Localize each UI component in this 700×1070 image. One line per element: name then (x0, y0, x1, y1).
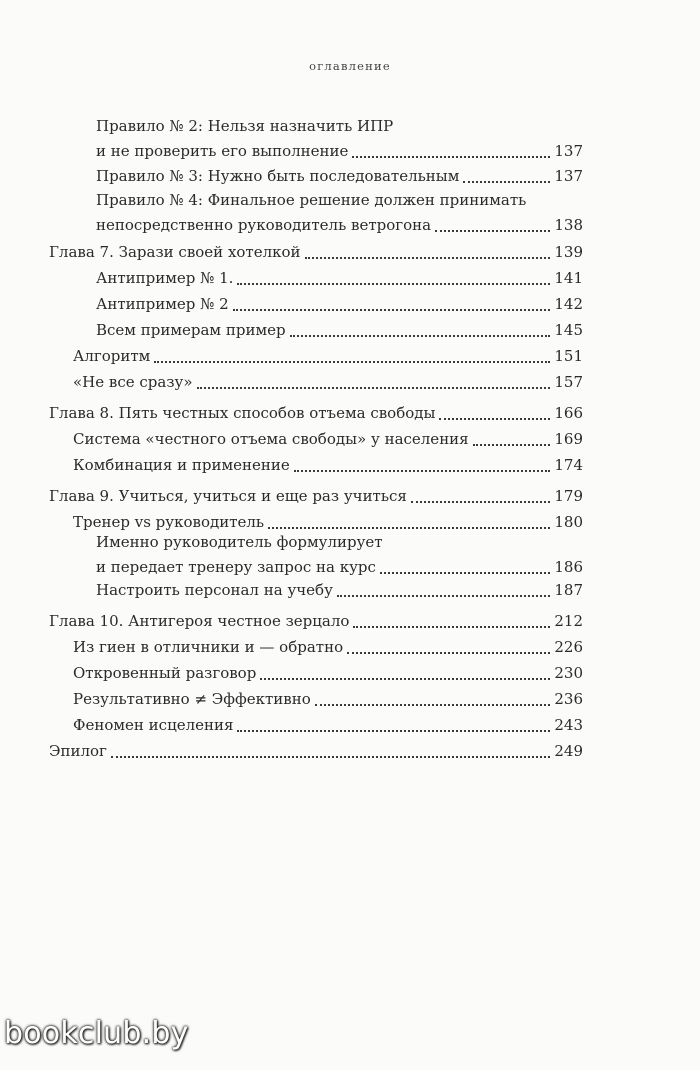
dot-leader (233, 309, 551, 311)
toc-entry-not-all-at-once (73, 370, 583, 395)
dot-leader (268, 527, 550, 529)
toc-entry-hyenas (73, 635, 583, 660)
dot-leader (305, 257, 551, 259)
toc-entry-title: Глава 8. Пять честных способов отъема свободы (49, 404, 436, 422)
toc-entry-page: 236 (554, 690, 583, 708)
toc-entry-page: 187 (554, 581, 583, 599)
toc-entry-best-example (96, 318, 583, 343)
toc-entry-page: 169 (554, 430, 583, 448)
dot-leader (347, 652, 550, 654)
toc-entry-title: Комбинация и применение (73, 456, 290, 474)
toc-entry-page: 166 (554, 404, 583, 422)
dot-leader (237, 730, 550, 732)
toc-entry-epilogue (49, 739, 583, 764)
toc-entry-title: Всем примерам пример (96, 321, 286, 339)
toc-entry-title: Феномен исцеления (73, 716, 234, 734)
toc-entry-page: 142 (554, 295, 583, 313)
toc-entry-title: Антипример № 2 (96, 295, 229, 313)
dot-leader (154, 361, 550, 363)
watermark: bookclub.by (4, 1016, 189, 1051)
dot-leader (352, 156, 550, 158)
toc-entry-title: Правило № 3: Нужно быть последовательным (96, 167, 460, 185)
dot-leader (290, 335, 551, 337)
toc-entry-title: и не проверить его выполнение (96, 142, 349, 160)
toc-entry-antiexample-2 (96, 292, 583, 317)
toc-entry-title: Система «честного отъема свободы» у населения (73, 430, 469, 448)
toc-entry-manager-formulates (96, 530, 583, 580)
toc-entry-title: Алгоритм (73, 347, 151, 365)
toc-entry-page: 179 (554, 487, 583, 505)
dot-leader (435, 230, 550, 232)
toc-entry-page: 137 (554, 167, 583, 185)
dot-leader (463, 181, 550, 183)
toc-entry-healing (73, 713, 583, 738)
toc-entry-page: 145 (554, 321, 583, 339)
toc-entry-result-vs-effective (73, 687, 583, 712)
toc-entry-page: 243 (554, 716, 583, 734)
toc-entry-combination (73, 453, 583, 478)
toc-entry-title-line1: Именно руководитель формулирует (96, 533, 383, 551)
toc-entry-chapter-10 (49, 609, 583, 634)
toc-entry-title: Глава 10. Антигероя честное зерцало (49, 612, 350, 630)
toc-entry-page: 139 (554, 243, 583, 261)
dot-leader (439, 418, 550, 420)
toc-entry-title: Из гиен в отличники и — обратно (73, 638, 344, 656)
toc-entry-title: Глава 7. Зарази своей хотелкой (49, 243, 301, 261)
toc-entry-rule-2 (96, 114, 583, 164)
toc-entry-frank-talk (73, 661, 583, 686)
toc-entry-rule-4 (96, 188, 583, 238)
toc-entry-title-line1: Правило № 4: Финальное решение должен принимать (96, 191, 527, 209)
toc-entry-page: 249 (554, 742, 583, 760)
toc-entry-rule-3 (96, 164, 583, 189)
toc-entry-chapter-8 (49, 401, 583, 426)
toc-entry-page: 212 (554, 612, 583, 630)
toc-entry-page: 137 (554, 142, 583, 160)
dot-leader (294, 470, 551, 472)
dot-leader (111, 756, 550, 758)
toc-entry-title: Тренер vs руководитель (73, 513, 265, 531)
dot-leader (473, 444, 551, 446)
toc-entry-page: 174 (554, 456, 583, 474)
running-head: оглавление (309, 59, 391, 73)
toc-entry-antiexample-1 (96, 266, 583, 291)
toc-entry-title: и передает тренеру запрос на курс (96, 558, 376, 576)
toc-entry-title: Антипример № 1. (96, 269, 234, 287)
dot-leader (411, 501, 550, 503)
dot-leader (315, 704, 551, 706)
toc-entry-page: 186 (554, 558, 583, 576)
toc-entry-page: 138 (554, 216, 583, 234)
toc-entry-title: Результативно ≠ Эффективно (73, 690, 311, 708)
dot-leader (380, 572, 550, 574)
toc-entry-chapter-7 (49, 240, 583, 265)
toc-entry-title: Настроить персонал на учебу (96, 581, 333, 599)
toc-entry-chapter-9 (49, 484, 583, 509)
dot-leader (237, 283, 550, 285)
toc-entry-page: 180 (554, 513, 583, 531)
toc-entry-set-up-staff (96, 578, 583, 603)
toc-entry-page: 226 (554, 638, 583, 656)
toc-entry-title-line1: Правило № 2: Нельзя назначить ИПР (96, 117, 394, 135)
dot-leader (337, 595, 550, 597)
dot-leader (197, 387, 551, 389)
dot-leader (260, 678, 550, 680)
toc-entry-title: Эпилог (49, 742, 107, 760)
toc-entry-page: 151 (554, 347, 583, 365)
toc-entry-title: «Не все сразу» (73, 373, 193, 391)
toc-entry-page: 141 (554, 269, 583, 287)
toc-entry-title: Откровенный разговор (73, 664, 257, 682)
toc-entry-system (73, 427, 583, 452)
toc-entry-algorithm (73, 344, 583, 369)
toc-entry-page: 157 (554, 373, 583, 391)
toc-entry-page: 230 (554, 664, 583, 682)
dot-leader (353, 626, 550, 628)
toc-entry-title: непосредственно руководитель ветрогона (96, 216, 432, 234)
toc-entry-title: Глава 9. Учиться, учиться и еще раз учиться (49, 487, 407, 505)
